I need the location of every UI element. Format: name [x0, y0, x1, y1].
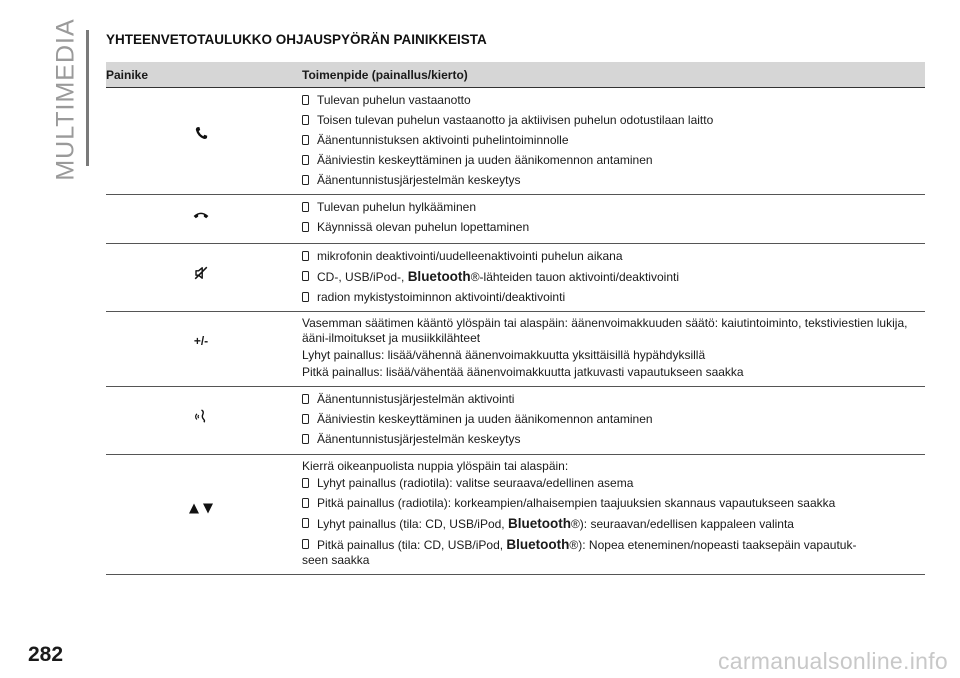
- button-cell: [106, 195, 296, 244]
- bluetooth-brand: Bluetooth: [407, 269, 471, 284]
- action-cell: [296, 88, 925, 195]
- side-section-label: MULTIMEDIA: [51, 17, 80, 181]
- header-action: Toimenpide (painallus/kierto): [296, 62, 925, 88]
- phone-answer-icon: [195, 126, 208, 144]
- list-item: Lyhyt painallus (radiotila): valitse seuraava/edellinen asema: [302, 476, 925, 491]
- watermark: carmanualsonline.info: [717, 648, 948, 674]
- list-item: Äänentunnistusjärjestelmän keskeytys: [302, 173, 925, 188]
- header-button: Painike: [106, 62, 296, 88]
- volume-button-label: +/-: [193, 334, 209, 348]
- button-cell: [106, 88, 296, 195]
- button-cell: [106, 387, 296, 455]
- content: [106, 32, 925, 575]
- voice-command-icon: [194, 409, 208, 427]
- list-item: Äänentunnistusjärjestelmän aktivointi: [302, 392, 925, 407]
- phone-hangup-icon: [193, 208, 209, 223]
- list-item: mikrofonin deaktivointi/uudelleenaktivointi puhelun aikana: [302, 249, 925, 264]
- paragraph: Kierrä oikeanpuolista nuppia ylöspäin tai alaspäin:: [302, 459, 569, 473]
- action-cell: [296, 195, 925, 244]
- page-number: 282: [28, 643, 64, 666]
- table-row: [106, 455, 925, 575]
- side-rule: [86, 30, 89, 166]
- list-item: Käynnissä olevan puhelun lopettaminen: [302, 220, 925, 235]
- page-title: YHTEENVETOTAULUKKO OHJAUSPYÖRÄN PAINIKKEISTA: [106, 32, 487, 47]
- up-down-arrows-icon: [188, 503, 214, 518]
- button-cell: [106, 455, 296, 575]
- paragraph: Lyhyt painallus: lisää/vähennä äänenvoimakkuutta yksittäisillä hypähdyksillä: [302, 348, 706, 362]
- table-row: [106, 387, 925, 455]
- list-item: Tulevan puhelun hylkääminen: [302, 200, 925, 215]
- list-item: CD-, USB/iPod-, Bluetooth®-lähteiden tauon aktivointi/deaktivointi: [302, 269, 925, 285]
- table-row: [106, 195, 925, 244]
- paragraph: Pitkä painallus: lisää/vähentää äänenvoimakkuutta jatkuvasti vapautukseen saakka: [302, 365, 744, 379]
- summary-table: [106, 62, 925, 575]
- table-row: [106, 312, 925, 387]
- table-header-row: [106, 62, 925, 88]
- table-row: [106, 88, 925, 195]
- list-item: Toisen tulevan puhelun vastaanotto ja aktiivisen puhelun odotustilaan laitto: [302, 113, 925, 128]
- button-cell: [106, 312, 296, 387]
- list-item: Lyhyt painallus (tila: CD, USB/iPod, Bluetooth®): seuraavan/edellisen kappaleen valinta: [302, 516, 925, 532]
- list-item: radion mykistystoiminnon aktivointi/deaktivointi: [302, 290, 925, 305]
- list-item: Äänentunnistuksen aktivointi puhelintoiminnolle: [302, 133, 925, 148]
- table-row: [106, 244, 925, 312]
- bluetooth-brand: Bluetooth: [507, 516, 571, 531]
- list-item: Tulevan puhelun vastaanotto: [302, 93, 925, 108]
- paragraph: seen saakka: [302, 553, 370, 567]
- list-item: Pitkä painallus (tila: CD, USB/iPod, Bluetooth®): Nopea eteneminen/nopeasti taaksepäin vapautuk-: [302, 537, 925, 553]
- paragraph: Vasemman säätimen kääntö ylöspäin tai alaspäin: äänenvoimakkuuden säätö: kaiutintoiminto, tekstiviestien lukija, ääni-ilmoitukset ja musiikkilähteet: [302, 316, 908, 345]
- action-cell: [296, 387, 925, 455]
- action-cell: [296, 455, 925, 575]
- bluetooth-brand: Bluetooth: [506, 537, 570, 552]
- list-item: Äänentunnistusjärjestelmän keskeytys: [302, 432, 925, 447]
- list-item: Ääniviestin keskeyttäminen ja uuden äänikomennon antaminen: [302, 412, 925, 427]
- list-item: Ääniviestin keskeyttäminen ja uuden äänikomennon antaminen: [302, 153, 925, 168]
- button-cell: [106, 244, 296, 312]
- action-cell: [296, 312, 925, 387]
- action-cell: [296, 244, 925, 312]
- mute-icon: [194, 266, 208, 284]
- list-item: Pitkä painallus (radiotila): korkeampien/alhaisempien taajuuksien skannaus vapautukseen saakka: [302, 496, 925, 511]
